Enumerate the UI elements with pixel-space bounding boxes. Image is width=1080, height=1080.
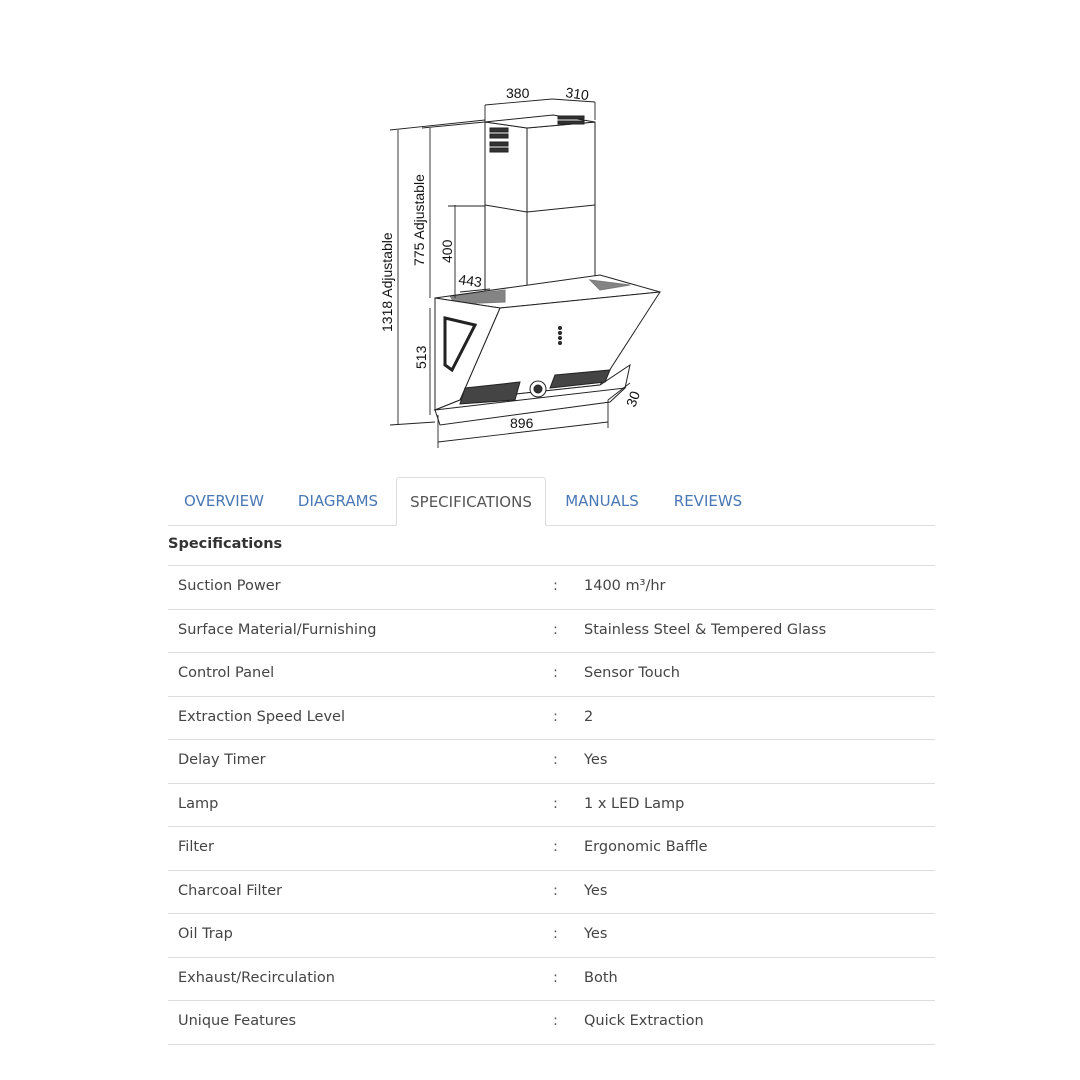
spec-label: Charcoal Filter (178, 882, 283, 899)
spec-label: Extraction Speed Level (178, 708, 345, 725)
table-row (168, 566, 935, 610)
table-row (168, 610, 935, 654)
dimension-top-depth: 310 (564, 84, 590, 104)
spec-value: 1 x LED Lamp (584, 795, 685, 812)
spec-label: Lamp (178, 795, 219, 812)
dimension-hood-height: 513 (413, 345, 429, 369)
dimension-depth: 443 (457, 271, 483, 291)
spec-label: Exhaust/Recirculation (178, 969, 335, 986)
dimension-offset: 30 (622, 388, 644, 410)
dimension-top-width: 380 (506, 85, 530, 101)
spec-separator: : (553, 839, 558, 855)
tab-diagrams[interactable]: DIAGRAMS (297, 492, 379, 510)
table-row (168, 697, 935, 741)
spec-value: Both (584, 969, 618, 986)
dimension-total-height: 1318 Adjustable (379, 232, 395, 332)
tab-reviews[interactable]: REVIEWS (673, 492, 743, 510)
tab-overview[interactable]: OVERVIEW (184, 492, 264, 510)
dimension-chimney-lower: 400 (439, 239, 455, 263)
table-row (168, 914, 935, 958)
dimension-width: 896 (510, 415, 534, 431)
spec-value: 2 (584, 708, 594, 725)
product-tabs (168, 477, 935, 526)
spec-label: Filter (178, 839, 214, 855)
spec-value: 1400 m³/hr (584, 578, 666, 594)
table-row (168, 827, 935, 871)
spec-separator: : (553, 795, 558, 812)
table-row (168, 784, 935, 828)
spec-value: Yes (584, 882, 608, 899)
tab-manuals[interactable]: MANUALS (565, 492, 639, 510)
spec-label: Delay Timer (178, 752, 266, 768)
specifications-table (168, 565, 935, 1045)
spec-value: Yes (584, 752, 608, 768)
spec-value: Stainless Steel & Tempered Glass (584, 621, 827, 638)
table-row (168, 958, 935, 1002)
spec-value: Sensor Touch (584, 665, 680, 681)
spec-label: Surface Material/Furnishing (178, 621, 377, 638)
spec-label: Oil Trap (178, 926, 233, 942)
spec-label: Control Panel (178, 665, 275, 681)
spec-separator: : (553, 752, 558, 768)
table-row (168, 740, 935, 784)
spec-separator: : (553, 578, 558, 594)
spec-separator: : (553, 882, 558, 899)
spec-separator: : (553, 1013, 558, 1029)
cooker-hood-drawing (360, 70, 680, 460)
specifications-heading: Specifications (168, 536, 283, 552)
table-row (168, 1001, 935, 1045)
spec-separator: : (553, 708, 558, 725)
tab-specifications[interactable]: SPECIFICATIONS (396, 477, 546, 526)
dimension-chimney-height: 775 Adjustable (411, 174, 427, 266)
spec-value: Ergonomic Baffle (584, 839, 708, 855)
spec-separator: : (553, 926, 558, 942)
table-row (168, 871, 935, 915)
spec-value: Yes (584, 926, 608, 942)
product-dimension-diagram (360, 70, 680, 460)
spec-separator: : (553, 621, 558, 638)
table-row (168, 653, 935, 697)
spec-separator: : (553, 969, 558, 986)
spec-label: Suction Power (178, 578, 281, 594)
spec-value: Quick Extraction (584, 1013, 704, 1029)
spec-label: Unique Features (178, 1013, 297, 1029)
spec-separator: : (553, 665, 558, 681)
